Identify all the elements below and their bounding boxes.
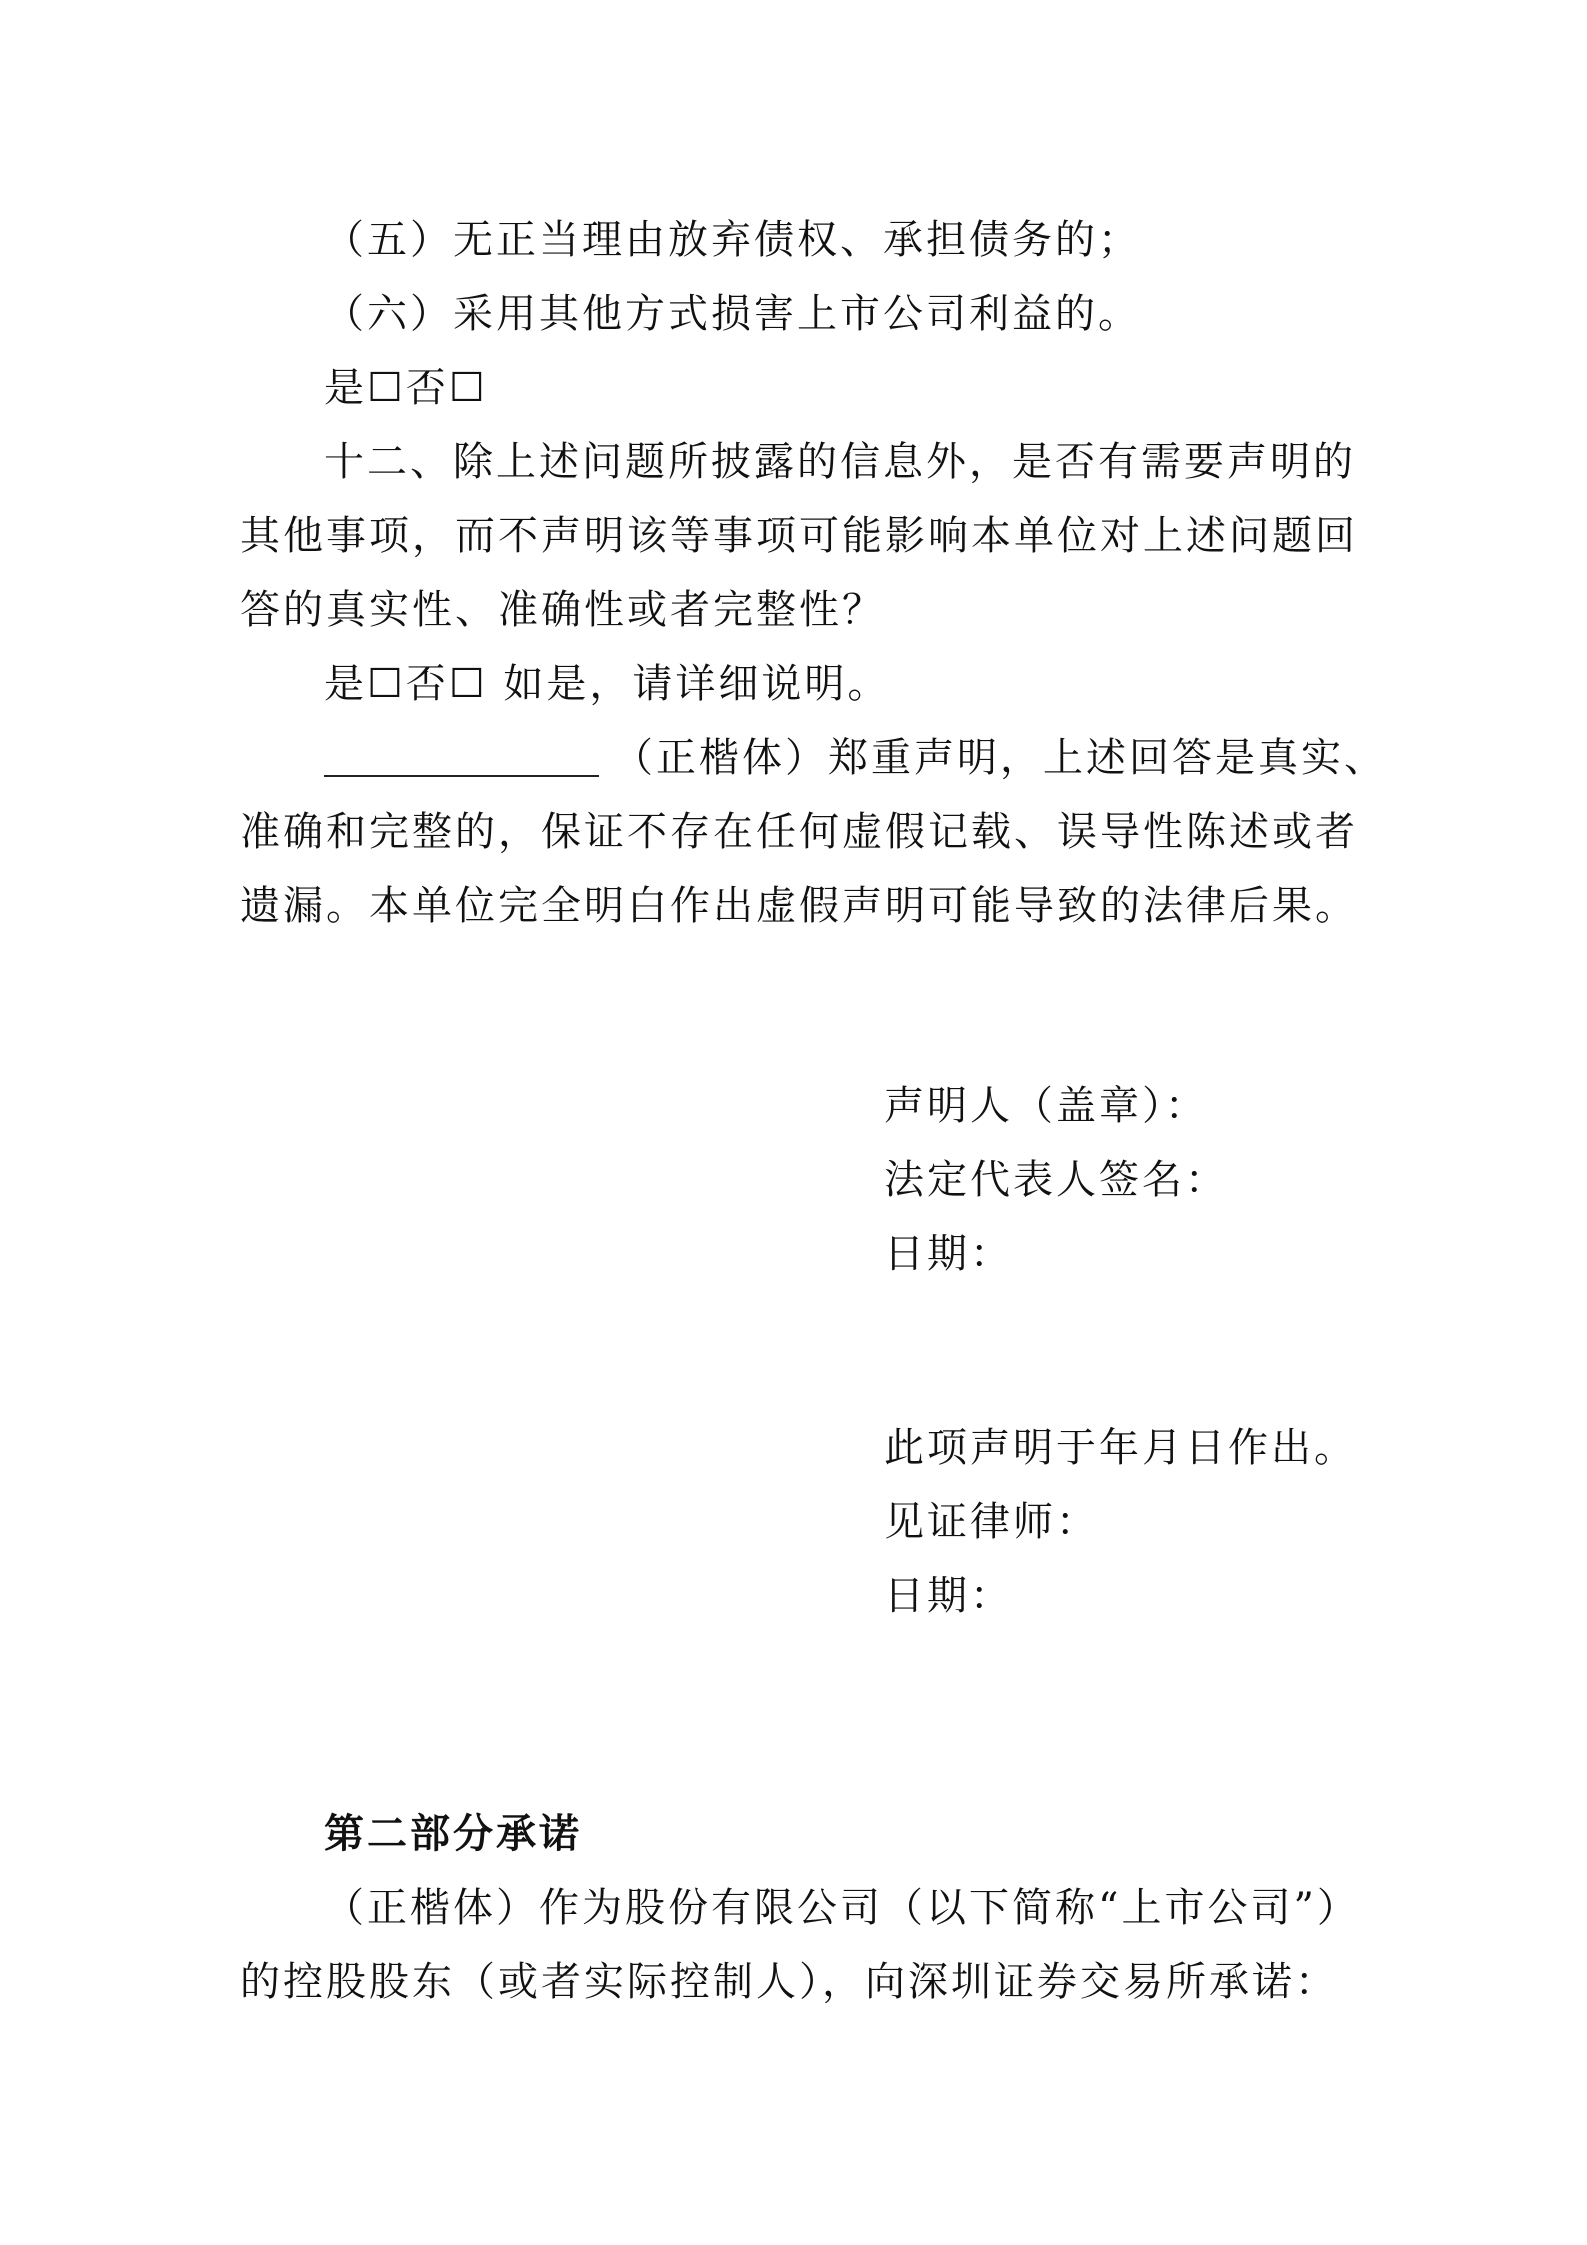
question-12-line-1: 十二、除上述问题所披露的信息外，是否有需要声明的 xyxy=(324,439,1356,485)
witness-lawyer-label: 见证律师： xyxy=(884,1499,1099,1545)
declaration-line-3: 遗漏。本单位完全明白作出虚假声明可能导致的法律后果。 xyxy=(240,883,1358,929)
declarant-seal-label: 声明人（盖章）： xyxy=(884,1083,1208,1129)
name-blank-line xyxy=(324,735,599,777)
question-12-line-2: 其他事项，而不声明该等事项可能影响本单位对上述问题回 xyxy=(240,513,1358,559)
paragraph-item-6: （六）采用其他方式损害上市公司利益的。 xyxy=(324,291,1141,337)
commitment-line-2: 的控股股东（或者实际控制人），向深圳证券交易所承诺： xyxy=(240,1959,1338,2005)
commitment-line-1: （正楷体）作为股份有限公司（以下简称“上市公司”） xyxy=(324,1885,1360,1931)
declaration-made-on-label: 此项声明于年月日作出。 xyxy=(884,1425,1357,1471)
declaration-line-1-text: （正楷体）郑重声明，上述回答是真实、 xyxy=(613,735,1387,781)
date-label-1: 日期： xyxy=(884,1231,1013,1277)
date-label-2: 日期： xyxy=(884,1573,1013,1619)
paragraph-item-5: （五）无正当理由放弃债权、承担债务的； xyxy=(324,217,1141,263)
legal-rep-signature-label: 法定代表人签名： xyxy=(884,1157,1228,1203)
yes-no-explain-line: 是☐否☐ 如是，请详细说明。 xyxy=(324,661,891,707)
question-12-line-3: 答的真实性、准确性或者完整性？ xyxy=(240,587,885,633)
declaration-line-2: 准确和完整的，保证不存在任何虚假记载、误导性陈述或者 xyxy=(240,809,1358,855)
yes-no-checkbox-line: 是☐否☐ xyxy=(324,365,488,411)
section-title: 第二部分承诺 xyxy=(324,1810,582,1857)
declaration-line-1 xyxy=(324,730,1387,786)
